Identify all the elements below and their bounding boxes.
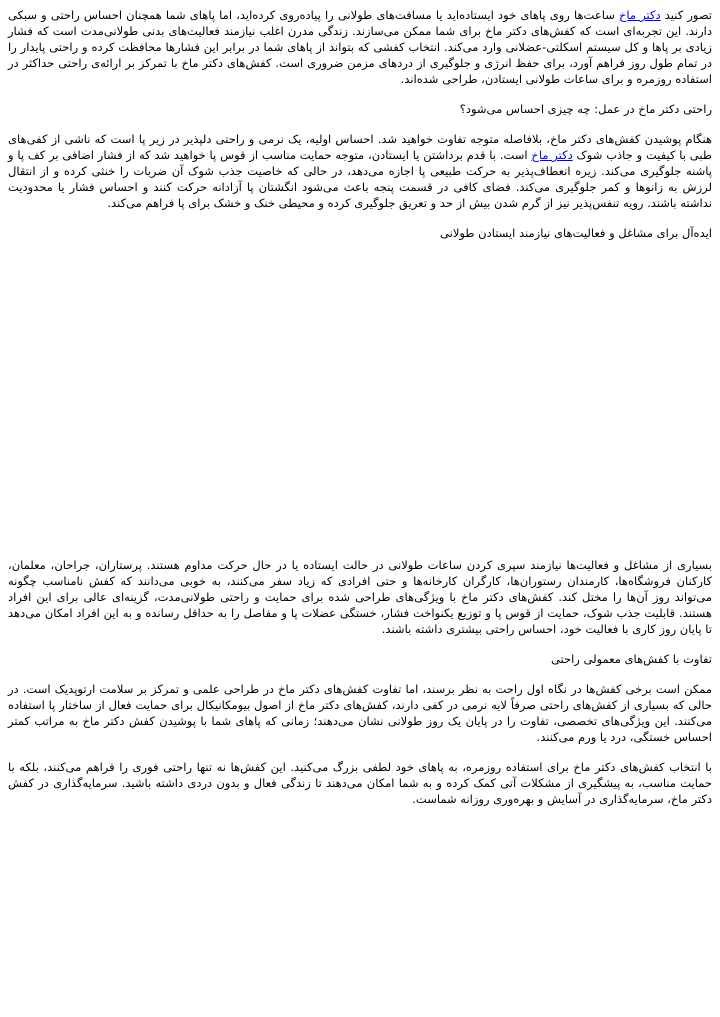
difference-paragraph: ممکن است برخی کفش‌ها در نگاه اول راحت به نظر برسند، اما تفاوت کفش‌های دکتر ماخ در طراحی علمی و تمرکز بر سلامت ارتوپدیک است. در حالی که بسیاری از کفش‌های راحتی صرفاً لایه نرمی در کفی دارند، کفش‌های دکتر ماخ از اصول بیومکانیکال برای حمایت فعال از ساختار پا استفاده می‌کنند. این ویژگی‌های تخصصی، تفاوت را در پایان یک روز طولانی نشان می‌دهند؛ زمانی که پاهای شما با پوشیدن کفش دکتر ماخ به مراتب کمتر احساس خستگی، درد یا ورم می‌کنند. (8, 682, 712, 744)
practice-text-start: هنگام پوشیدن کفش‌های دکتر ماخ، بلافاصله متوجه تفاوت خواهید شد. احساس اولیه، یک نرمی و راحتی دلپذیر در زیر پا است که ناشی از کفی‌های طبی با کیفیت و جاذب شوک (8, 132, 713, 162)
intro-brand-link[interactable]: دکتر ماخ (618, 8, 661, 22)
practice-brand-link[interactable]: دکتر ماخ (531, 148, 573, 162)
practice-paragraph (8, 131, 712, 211)
intro-text-end: ساعت‌ها روی پاهای خود ایستاده‌اید یا مسافت‌های طولانی را پیاده‌روی کرده‌اید، اما پاهای شما همچنان احساس راحتی و سبکی دارند. این تجربه‌ای است که کفش‌های دکتر ماخ برای شما ممکن می‌سازند. زندگی مدرن اغلب نیازمند فعالیت‌های بدنی طولانی‌مدت است که فشار زیادی بر پاها و کل سیستم اسکلتی-عضلانی وارد می‌کند. انتخاب کفشی که بتواند از پاهای شما در برابر این فشارها محافظت کرده و راحتی پایدار را در تمام طول روز فراهم آورد، برای حفظ انرژی و جلوگیری از دردهای مزمن ضروری است. کفش‌های دکتر ماخ با تمرکز بر ارائه‌ی راحتی حداکثر در استفاده روزمره و برای ساعات طولانی ایستادن، طراحی شده‌اند. (8, 8, 712, 86)
intro-text-start: تصور کنید (660, 8, 712, 22)
intro-paragraph (8, 7, 712, 87)
jobs-paragraph: بسیاری از مشاغل و فعالیت‌ها نیازمند سپری کردن ساعات طولانی در حالت ایستاده یا در حال حرکت مداوم هستند. پرستاران، جراحان، معلمان، کارکنان فروشگاه‌ها، کارمندان رستوران‌ها، کارگران کارخانه‌ها و حتی افرادی که زیاد سفر می‌کنند، به خوبی می‌دانند که کفش نامناسب چگونه می‌تواند روز آن‌ها را مختل کند. کفش‌های دکتر ماخ با ویژگی‌های طراحی شده برای حمایت و راحتی طولانی‌مدت، گزینه‌ای عالی برای این افراد هستند. قابلیت جذب شوک، حمایت از قوس پا و توزیع یکنواخت فشار، خستگی عضلات پا و مفاصل را به حداقل رسانده و به این افراد امکان می‌دهد تا پایان روز کاری با فعالیت خود، احساس راحتی بیشتری داشته باشند. (8, 558, 712, 636)
section-heading-jobs: ایده‌آل برای مشاغل و فعالیت‌های نیازمند ایستادن طولانی (440, 226, 712, 240)
practice-text-end: است. با قدم برداشتن یا ایستادن، متوجه حمایت مناسب از قوس پا خواهید شد که از فشار اضافی بر کف پا و پاشنه جلوگیری می‌کند. زیره انعطاف‌پذیر به حرکت طبیعی پا اجازه می‌دهد، در حالی که خاصیت جذب شوک آن ضربات را خنثی کرده و از انتقال لرزش به زانوها و کمر جلوگیری می‌کند. فضای کافی در قسمت پنجه باعث می‌شود انگشتان پا آزادانه حرکت کنند و احساس فشار یا محدودیت نداشته باشند. رویه تنفس‌پذیر نیز از گرم شدن بیش از حد و تعریق جلوگیری کرده و محیطی خنک و خشک برای پا فراهم می‌کند. (8, 148, 712, 210)
blank-space (8, 255, 712, 557)
conclusion-paragraph: با انتخاب کفش‌های دکتر ماخ برای استفاده روزمره، به پاهای خود لطفی بزرگ می‌کنید. این کفش‌ها نه تنها راحتی فوری را فراهم می‌کنند، بلکه با حمایت مناسب، به پیشگیری از مشکلات آتی کمک کرده و به شما امکان می‌دهند تا زندگی فعال و بدون دردی داشته باشید. سرمایه‌گذاری در کفش دکتر ماخ، سرمایه‌گذاری در آسایش و بهره‌وری روزانه شماست. (8, 760, 712, 806)
section-heading-practice: راحتی دکتر ماخ در عمل: چه چیزی احساس می‌شود؟ (459, 102, 712, 116)
section-heading-difference: تفاوت با کفش‌های معمولی راحتی (550, 652, 712, 666)
